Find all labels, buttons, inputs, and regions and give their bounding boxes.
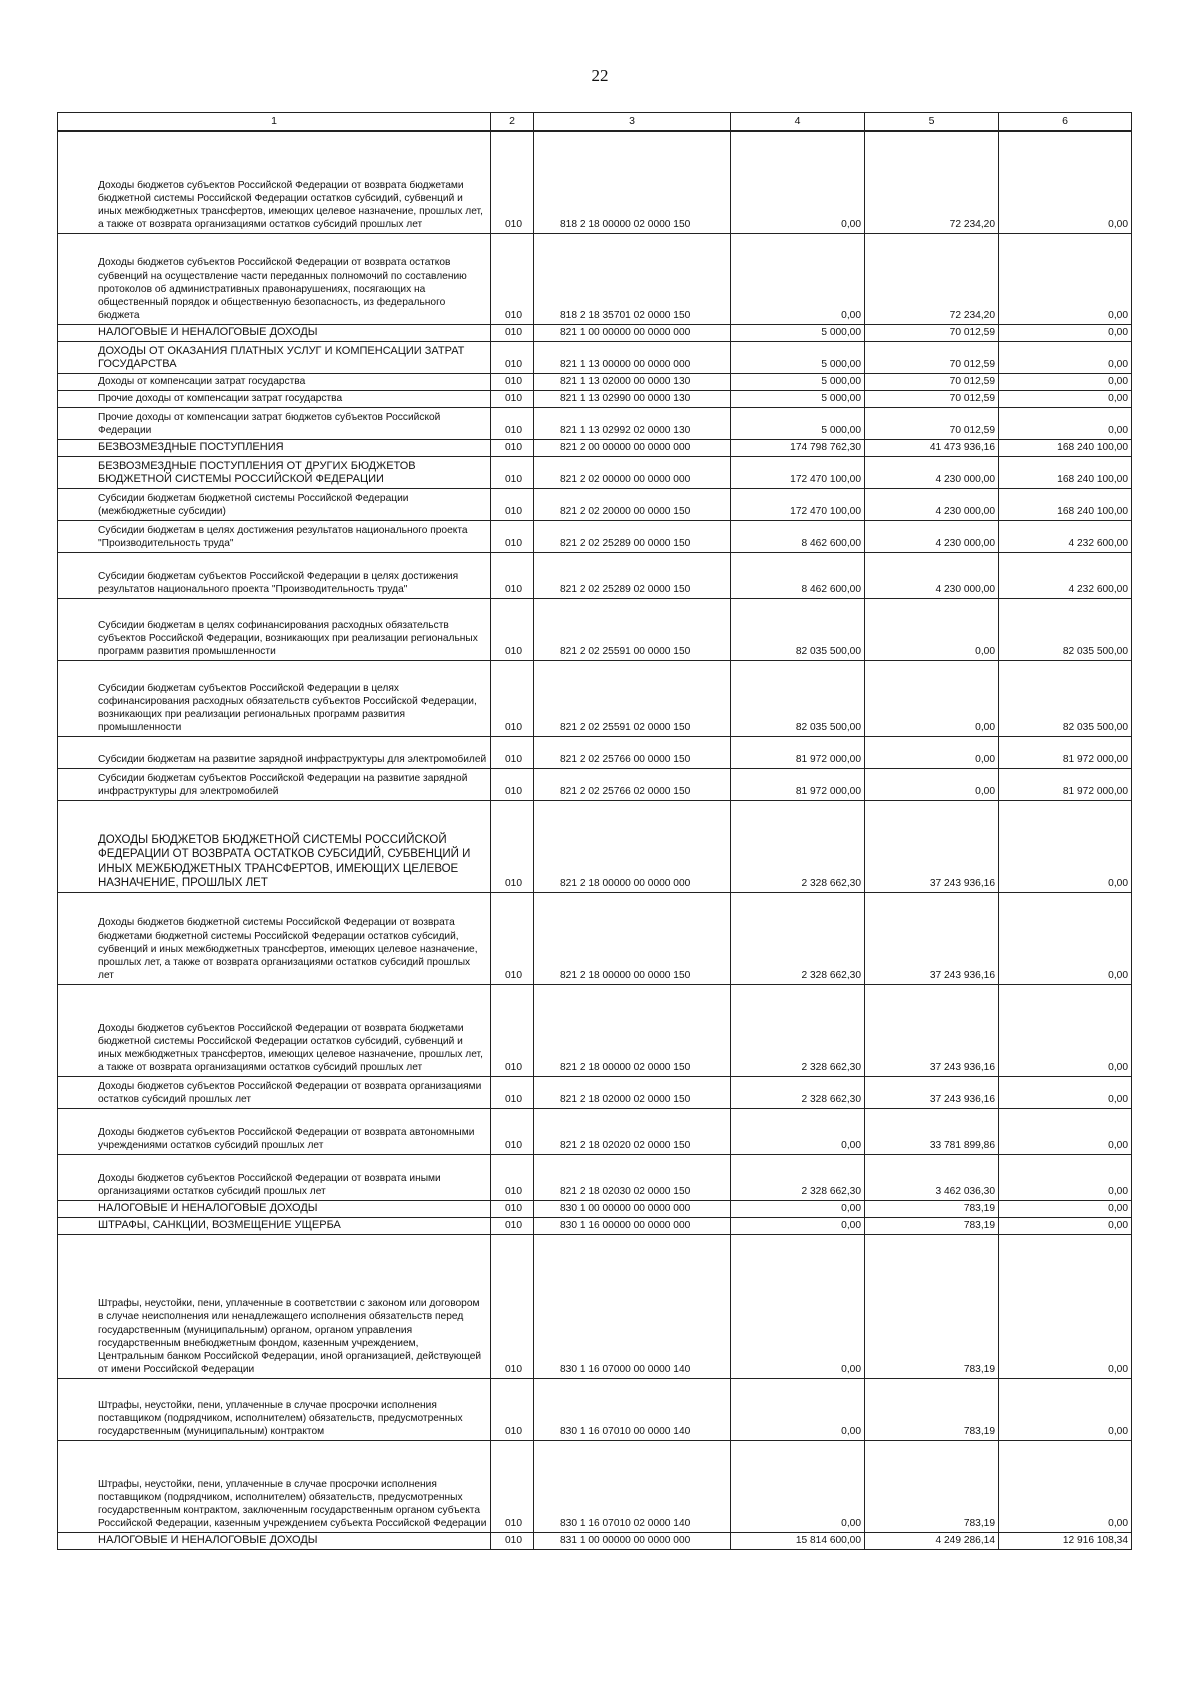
row-kbk-cell: 821 1 13 02000 00 0000 130 (534, 373, 731, 390)
row-value-col6: 0,00 (999, 1378, 1132, 1440)
row-value-col4: 0,00 (731, 131, 865, 233)
row-code-cell: 010 (491, 233, 534, 324)
row-value-col4: 2 328 662,30 (731, 984, 865, 1076)
row-value-col6: 0,00 (999, 1076, 1132, 1108)
table-row (58, 488, 1132, 520)
row-name-cell: Доходы бюджетов субъектов Российской Федерации от возврата автономными учреждениями остатков субсидий прошлых лет (58, 1108, 491, 1154)
row-name-cell: Доходы бюджетов субъектов Российской Федерации от возврата организациями остатков субсидий прошлых лет (58, 1076, 491, 1108)
row-kbk-cell: 830 1 16 00000 00 0000 000 (534, 1217, 731, 1234)
row-value-col6: 81 972 000,00 (999, 736, 1132, 768)
row-value-col5: 37 243 936,16 (865, 984, 999, 1076)
row-value-col6: 4 232 600,00 (999, 552, 1132, 598)
header-row (58, 113, 1132, 132)
row-value-col6: 168 240 100,00 (999, 488, 1132, 520)
row-value-col4: 0,00 (731, 233, 865, 324)
row-name-cell: Субсидии бюджетам субъектов Российской Федерации в целях достижения результатов национального проекта "Производительность труда" (58, 552, 491, 598)
row-value-col4: 174 798 762,30 (731, 439, 865, 456)
row-value-col6: 81 972 000,00 (999, 768, 1132, 800)
row-kbk-cell: 821 2 02 25591 00 0000 150 (534, 598, 731, 660)
row-kbk-cell: 830 1 16 07010 00 0000 140 (534, 1378, 731, 1440)
row-value-col4: 172 470 100,00 (731, 488, 865, 520)
row-value-col5: 0,00 (865, 768, 999, 800)
table-row (58, 456, 1132, 488)
row-value-col5: 70 012,59 (865, 407, 999, 439)
row-code-cell: 010 (491, 1217, 534, 1234)
row-code-cell: 010 (491, 456, 534, 488)
table-row (58, 892, 1132, 984)
row-value-col4: 5 000,00 (731, 324, 865, 341)
row-code-cell: 010 (491, 1154, 534, 1200)
row-kbk-cell: 821 2 18 00000 00 0000 000 (534, 800, 731, 892)
row-kbk-cell: 830 1 00 00000 00 0000 000 (534, 1200, 731, 1217)
row-value-col6: 0,00 (999, 1154, 1132, 1200)
table-row (58, 660, 1132, 736)
table-row (58, 736, 1132, 768)
row-kbk-cell: 830 1 16 07010 02 0000 140 (534, 1440, 731, 1532)
table-row (58, 1217, 1132, 1234)
row-value-col5: 783,19 (865, 1217, 999, 1234)
row-kbk-cell: 818 2 18 00000 02 0000 150 (534, 131, 731, 233)
row-value-col5: 4 230 000,00 (865, 552, 999, 598)
row-value-col4: 2 328 662,30 (731, 1154, 865, 1200)
row-value-col6: 0,00 (999, 407, 1132, 439)
row-value-col5: 37 243 936,16 (865, 1076, 999, 1108)
budget-table (57, 112, 1132, 1550)
row-name-cell: Прочие доходы от компенсации затрат бюджетов субъектов Российской Федерации (58, 407, 491, 439)
row-value-col6: 0,00 (999, 800, 1132, 892)
row-name-cell: ШТРАФЫ, САНКЦИИ, ВОЗМЕЩЕНИЕ УЩЕРБА (58, 1217, 491, 1234)
table-row (58, 1234, 1132, 1378)
row-value-col4: 2 328 662,30 (731, 800, 865, 892)
row-code-cell: 010 (491, 892, 534, 984)
column-header: 3 (534, 113, 731, 132)
row-kbk-cell: 818 2 18 35701 02 0000 150 (534, 233, 731, 324)
table-row (58, 1532, 1132, 1549)
row-value-col5: 70 012,59 (865, 373, 999, 390)
row-kbk-cell: 821 1 00 00000 00 0000 000 (534, 324, 731, 341)
row-value-col5: 72 234,20 (865, 233, 999, 324)
row-kbk-cell: 821 2 18 02030 02 0000 150 (534, 1154, 731, 1200)
row-value-col5: 783,19 (865, 1378, 999, 1440)
row-value-col4: 2 328 662,30 (731, 892, 865, 984)
row-code-cell: 010 (491, 660, 534, 736)
column-header: 1 (58, 113, 491, 132)
row-name-cell: Доходы бюджетов субъектов Российской Федерации от возврата бюджетами бюджетной системы Российской Федерации остатков субсидий, субвенций и иных межбюджетных трансфертов, имеющих целевое назначение, прошлых лет, а также от возврата организациями остатков субсидий прошлых лет (58, 131, 491, 233)
row-name-cell: Субсидии бюджетам субъектов Российской Федерации в целях софинансирования расходных обязательств субъектов Российской Федерации, возникающих при реализации региональных программ развития промышленности (58, 660, 491, 736)
table-row (58, 439, 1132, 456)
row-kbk-cell: 821 2 02 25766 02 0000 150 (534, 768, 731, 800)
row-value-col4: 0,00 (731, 1234, 865, 1378)
row-value-col4: 2 328 662,30 (731, 1076, 865, 1108)
column-header: 2 (491, 113, 534, 132)
row-value-col5: 4 230 000,00 (865, 456, 999, 488)
row-code-cell: 010 (491, 1440, 534, 1532)
row-name-cell: Доходы бюджетов субъектов Российской Федерации от возврата бюджетами бюджетной системы Российской Федерации остатков субсидий, субвенций и иных межбюджетных трансфертов, имеющих целевое назначение, прошлых лет, а также от возврата организациями остатков субсидий прошлых лет (58, 984, 491, 1076)
row-value-col4: 8 462 600,00 (731, 520, 865, 552)
row-name-cell: Штрафы, неустойки, пени, уплаченные в случае просрочки исполнения поставщиком (подрядчиком, исполнителем) обязательств, предусмотренных государственным контрактом, заключенным государственным органом субъекта Российской Федерации, казенным учреждением субъекта Российской Федерации (58, 1440, 491, 1532)
row-value-col5: 0,00 (865, 598, 999, 660)
row-kbk-cell: 821 2 00 00000 00 0000 000 (534, 439, 731, 456)
row-value-col5: 41 473 936,16 (865, 439, 999, 456)
row-value-col6: 0,00 (999, 324, 1132, 341)
row-value-col6: 0,00 (999, 1440, 1132, 1532)
row-value-col4: 0,00 (731, 1217, 865, 1234)
row-value-col4: 82 035 500,00 (731, 660, 865, 736)
row-code-cell: 010 (491, 373, 534, 390)
row-value-col5: 783,19 (865, 1200, 999, 1217)
table-header (58, 113, 1132, 132)
row-kbk-cell: 821 2 18 02000 02 0000 150 (534, 1076, 731, 1108)
row-value-col4: 5 000,00 (731, 407, 865, 439)
table-row (58, 984, 1132, 1076)
row-value-col4: 8 462 600,00 (731, 552, 865, 598)
row-code-cell: 010 (491, 598, 534, 660)
row-value-col5: 783,19 (865, 1234, 999, 1378)
row-name-cell: Субсидии бюджетам в целях достижения результатов национального проекта "Производительность труда" (58, 520, 491, 552)
row-value-col6: 0,00 (999, 1217, 1132, 1234)
row-name-cell: Прочие доходы от компенсации затрат государства (58, 390, 491, 407)
row-value-col5: 72 234,20 (865, 131, 999, 233)
row-value-col5: 70 012,59 (865, 324, 999, 341)
row-name-cell: БЕЗВОЗМЕЗДНЫЕ ПОСТУПЛЕНИЯ ОТ ДРУГИХ БЮДЖЕТОВ БЮДЖЕТНОЙ СИСТЕМЫ РОССИЙСКОЙ ФЕДЕРАЦИИ (58, 456, 491, 488)
row-code-cell: 010 (491, 1234, 534, 1378)
row-code-cell: 010 (491, 1532, 534, 1549)
row-name-cell: Доходы от компенсации затрат государства (58, 373, 491, 390)
row-value-col5: 4 230 000,00 (865, 520, 999, 552)
row-value-col6: 168 240 100,00 (999, 439, 1132, 456)
row-value-col6: 12 916 108,34 (999, 1532, 1132, 1549)
row-kbk-cell: 821 2 02 25766 00 0000 150 (534, 736, 731, 768)
page-number: 22 (591, 66, 609, 85)
row-code-cell: 010 (491, 1378, 534, 1440)
row-kbk-cell: 821 2 18 02020 02 0000 150 (534, 1108, 731, 1154)
row-value-col5: 4 249 286,14 (865, 1532, 999, 1549)
row-name-cell: ДОХОДЫ ОТ ОКАЗАНИЯ ПЛАТНЫХ УСЛУГ И КОМПЕНСАЦИИ ЗАТРАТ ГОСУДАРСТВА (58, 341, 491, 373)
table-row (58, 341, 1132, 373)
row-code-cell: 010 (491, 390, 534, 407)
row-value-col6: 0,00 (999, 131, 1132, 233)
column-header: 4 (731, 113, 865, 132)
row-code-cell: 010 (491, 552, 534, 598)
row-kbk-cell: 821 2 18 00000 00 0000 150 (534, 892, 731, 984)
row-name-cell: Субсидии бюджетам на развитие зарядной инфраструктуры для электромобилей (58, 736, 491, 768)
row-value-col6: 4 232 600,00 (999, 520, 1132, 552)
row-name-cell: Субсидии бюджетам бюджетной системы Российской Федерации (межбюджетные субсидии) (58, 488, 491, 520)
row-value-col4: 81 972 000,00 (731, 768, 865, 800)
row-value-col4: 82 035 500,00 (731, 598, 865, 660)
row-value-col4: 0,00 (731, 1108, 865, 1154)
row-value-col4: 5 000,00 (731, 341, 865, 373)
row-kbk-cell: 821 2 02 20000 00 0000 150 (534, 488, 731, 520)
table-row (58, 373, 1132, 390)
row-value-col6: 0,00 (999, 1200, 1132, 1217)
row-code-cell: 010 (491, 488, 534, 520)
row-value-col5: 3 462 036,30 (865, 1154, 999, 1200)
row-value-col6: 82 035 500,00 (999, 598, 1132, 660)
row-name-cell: НАЛОГОВЫЕ И НЕНАЛОГОВЫЕ ДОХОДЫ (58, 324, 491, 341)
row-name-cell: НАЛОГОВЫЕ И НЕНАЛОГОВЫЕ ДОХОДЫ (58, 1532, 491, 1549)
row-name-cell: Штрафы, неустойки, пени, уплаченные в соответствии с законом или договором в случае неисполнения или ненадлежащего исполнения обязательств перед государственным (муниципальным) органом, органом управления государственным внебюджетным фондом, казенным учреждением, Центральным банком Российской Федерации, иной организацией, действующей от имени Российской Федерации (58, 1234, 491, 1378)
table-row (58, 1076, 1132, 1108)
row-code-cell: 010 (491, 324, 534, 341)
table-row (58, 131, 1132, 233)
row-code-cell: 010 (491, 407, 534, 439)
table-row (58, 520, 1132, 552)
row-code-cell: 010 (491, 800, 534, 892)
row-value-col4: 172 470 100,00 (731, 456, 865, 488)
row-value-col5: 37 243 936,16 (865, 892, 999, 984)
row-kbk-cell: 821 2 02 25591 02 0000 150 (534, 660, 731, 736)
row-value-col4: 81 972 000,00 (731, 736, 865, 768)
table-row (58, 598, 1132, 660)
table-row (58, 407, 1132, 439)
row-value-col4: 5 000,00 (731, 390, 865, 407)
row-value-col5: 0,00 (865, 736, 999, 768)
table-body (58, 131, 1132, 1549)
row-value-col5: 70 012,59 (865, 341, 999, 373)
row-name-cell: Доходы бюджетов бюджетной системы Российской Федерации от возврата бюджетами бюджетной системы Российской Федерации остатков субсидий, субвенций и иных межбюджетных трансфертов, имеющих целевое назначение, прошлых лет, а также от возврата организациями остатков субсидий прошлых лет (58, 892, 491, 984)
row-name-cell: Доходы бюджетов субъектов Российской Федерации от возврата остатков субвенций на осуществление части переданных полномочий по составлению протоколов об административных правонарушениях, посягающих на общественный порядок и общественную безопасность, из федерального бюджета (58, 233, 491, 324)
row-value-col6: 0,00 (999, 233, 1132, 324)
table-row (58, 1154, 1132, 1200)
row-code-cell: 010 (491, 768, 534, 800)
row-value-col6: 0,00 (999, 1234, 1132, 1378)
table-row (58, 390, 1132, 407)
table-row (58, 324, 1132, 341)
row-code-cell: 010 (491, 984, 534, 1076)
row-kbk-cell: 821 1 13 00000 00 0000 000 (534, 341, 731, 373)
row-kbk-cell: 821 2 02 00000 00 0000 000 (534, 456, 731, 488)
row-value-col5: 37 243 936,16 (865, 800, 999, 892)
row-value-col6: 0,00 (999, 1108, 1132, 1154)
row-value-col6: 0,00 (999, 341, 1132, 373)
table-row (58, 1108, 1132, 1154)
row-kbk-cell: 821 2 18 00000 02 0000 150 (534, 984, 731, 1076)
row-name-cell: НАЛОГОВЫЕ И НЕНАЛОГОВЫЕ ДОХОДЫ (58, 1200, 491, 1217)
row-name-cell: Доходы бюджетов субъектов Российской Федерации от возврата иными организациями остатков субсидий прошлых лет (58, 1154, 491, 1200)
row-value-col6: 0,00 (999, 984, 1132, 1076)
table-row (58, 233, 1132, 324)
row-value-col6: 168 240 100,00 (999, 456, 1132, 488)
row-value-col4: 0,00 (731, 1378, 865, 1440)
row-kbk-cell: 831 1 00 00000 00 0000 000 (534, 1532, 731, 1549)
row-kbk-cell: 821 2 02 25289 00 0000 150 (534, 520, 731, 552)
row-code-cell: 010 (491, 736, 534, 768)
row-value-col4: 0,00 (731, 1200, 865, 1217)
row-value-col6: 0,00 (999, 373, 1132, 390)
column-header: 5 (865, 113, 999, 132)
row-value-col6: 0,00 (999, 892, 1132, 984)
row-code-cell: 010 (491, 1076, 534, 1108)
row-value-col6: 0,00 (999, 390, 1132, 407)
row-code-cell: 010 (491, 439, 534, 456)
row-value-col5: 33 781 899,86 (865, 1108, 999, 1154)
row-name-cell: Штрафы, неустойки, пени, уплаченные в случае просрочки исполнения поставщиком (подрядчиком, исполнителем) обязательств, предусмотренных государственным (муниципальным) контрактом (58, 1378, 491, 1440)
row-name-cell: Субсидии бюджетам в целях софинансирования расходных обязательств субъектов Российской Федерации, возникающих при реализации региональных программ развития промышленности (58, 598, 491, 660)
row-value-col5: 70 012,59 (865, 390, 999, 407)
row-value-col4: 0,00 (731, 1440, 865, 1532)
row-code-cell: 010 (491, 131, 534, 233)
table-row (58, 552, 1132, 598)
row-code-cell: 010 (491, 1200, 534, 1217)
row-value-col6: 82 035 500,00 (999, 660, 1132, 736)
row-code-cell: 010 (491, 341, 534, 373)
table-row (58, 1440, 1132, 1532)
row-name-cell: БЕЗВОЗМЕЗДНЫЕ ПОСТУПЛЕНИЯ (58, 439, 491, 456)
row-name-cell: ДОХОДЫ БЮДЖЕТОВ БЮДЖЕТНОЙ СИСТЕМЫ РОССИЙСКОЙ ФЕДЕРАЦИИ ОТ ВОЗВРАТА ОСТАТКОВ СУБСИДИЙ, СУБВЕНЦИЙ И ИНЫХ МЕЖБЮДЖЕТНЫХ ТРАНСФЕРТОВ, ИМЕЮЩИХ ЦЕЛЕВОЕ НАЗНАЧЕНИЕ, ПРОШЛЫХ ЛЕТ (58, 800, 491, 892)
row-kbk-cell: 821 2 02 25289 02 0000 150 (534, 552, 731, 598)
row-value-col5: 0,00 (865, 660, 999, 736)
row-kbk-cell: 821 1 13 02990 00 0000 130 (534, 390, 731, 407)
table-row (58, 800, 1132, 892)
row-kbk-cell: 821 1 13 02992 02 0000 130 (534, 407, 731, 439)
table-row (58, 1200, 1132, 1217)
row-value-col4: 15 814 600,00 (731, 1532, 865, 1549)
table-row (58, 768, 1132, 800)
row-kbk-cell: 830 1 16 07000 00 0000 140 (534, 1234, 731, 1378)
row-code-cell: 010 (491, 520, 534, 552)
row-name-cell: Субсидии бюджетам субъектов Российской Федерации на развитие зарядной инфраструктуры для электромобилей (58, 768, 491, 800)
column-header: 6 (999, 113, 1132, 132)
row-value-col5: 4 230 000,00 (865, 488, 999, 520)
table-row (58, 1378, 1132, 1440)
row-value-col4: 5 000,00 (731, 373, 865, 390)
row-code-cell: 010 (491, 1108, 534, 1154)
row-value-col5: 783,19 (865, 1440, 999, 1532)
